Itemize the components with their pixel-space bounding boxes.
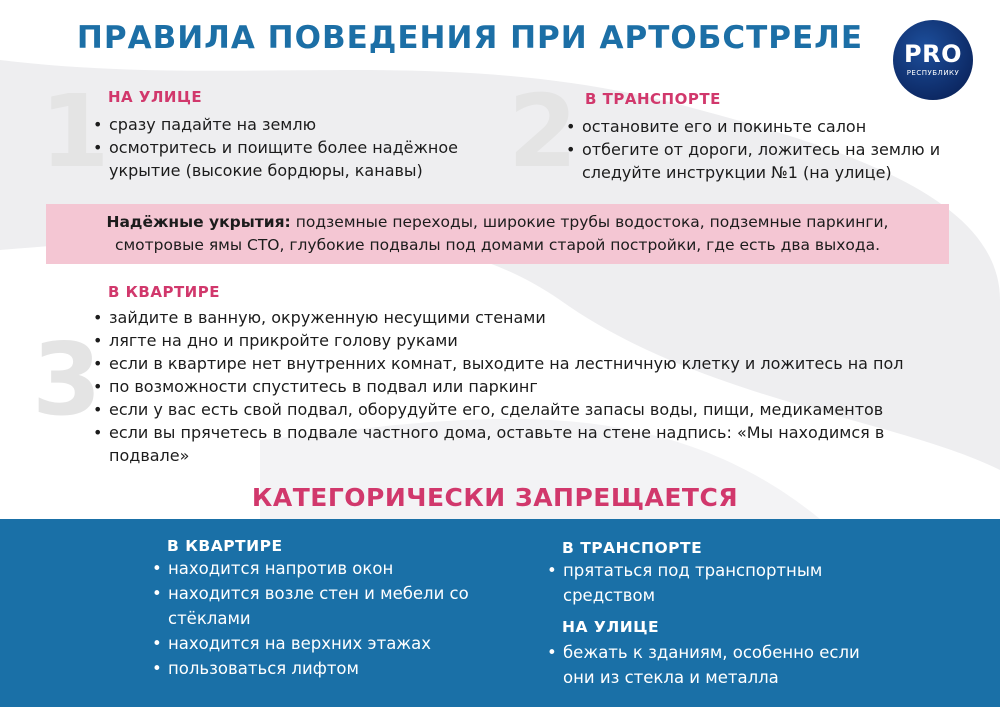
forbidden-apartment-heading: В КВАРТИРЕ [167,537,283,555]
apartment-list [92,306,987,467]
logo-subtext: РЕСПУБЛИКУ [906,69,960,77]
list-item: • находится возле стен и мебели со стёклами [151,581,488,631]
forbidden-street-heading: НА УЛИЦЕ [562,618,660,636]
list-item: • по возможности спуститесь в подвал или паркинг [92,375,987,398]
forbidden-apartment-list [151,556,516,681]
street-list [92,113,502,182]
forbidden-street-list [546,640,861,690]
list-item: • осмотритесь и поищите более надёжное укрытие (высокие бордюры, канавы) [92,136,502,182]
list-item: • отбегите от дороги, ложитесь на землю и следуйте инструкции №1 (на улице) [565,138,965,184]
apartment-heading: В КВАРТИРЕ [108,283,220,301]
street-heading: НА УЛИЦЕ [108,88,203,106]
list-item: • зайдите в ванную, окруженную несущими стенами [92,306,987,329]
list-item: • лягте на дно и прикройте голову руками [92,329,987,352]
transport-heading: В ТРАНСПОРТЕ [585,90,721,108]
section-number-2: 2 [508,73,578,190]
list-item: • прятаться под транспортным средством [546,558,861,608]
forbidden-transport-list [546,558,861,608]
list-item: • если вы прячетесь в подвале частного дома, оставьте на стене надпись: «Мы находимся в подвале» [92,421,939,467]
list-item: • находится напротив окон [151,556,516,581]
section-number-1: 1 [40,73,110,190]
logo-text: PRO [904,40,962,68]
list-item: • находится на верхних этажах [151,631,516,656]
list-item: • бежать к зданиям, особенно если они из стекла и металла [546,640,861,690]
list-item: • пользоваться лифтом [151,656,516,681]
list-item: • остановите его и покиньте салон [565,115,965,138]
shelters-text: подземные переходы, широкие трубы водостока, подземные паркинги, смотровые ямы СТО, глубокие подвалы под домами старой постройки, где есть два выхода. [114,213,889,254]
list-item: • сразу падайте на землю [92,113,502,136]
forbidden-transport-heading: В ТРАНСПОРТЕ [562,539,703,557]
shelters-box [46,204,949,264]
transport-list [565,115,965,184]
list-item: • если у вас есть свой подвал, оборудуйте его, сделайте запасы воды, пищи, медикаментов [92,398,987,421]
list-item: • если в квартире нет внутренних комнат, выходите на лестничную клетку и ложитесь на пол [92,352,987,375]
forbidden-title: КАТЕГОРИЧЕСКИ ЗАПРЕЩАЕТСЯ [251,483,739,512]
page-title: ПРАВИЛА ПОВЕДЕНИЯ ПРИ АРТОБСТРЕЛЕ [76,20,864,56]
section-number-3: 3 [32,321,102,438]
shelters-label: Надёжные укрытия: [106,213,291,231]
pro-republic-logo [893,20,973,100]
